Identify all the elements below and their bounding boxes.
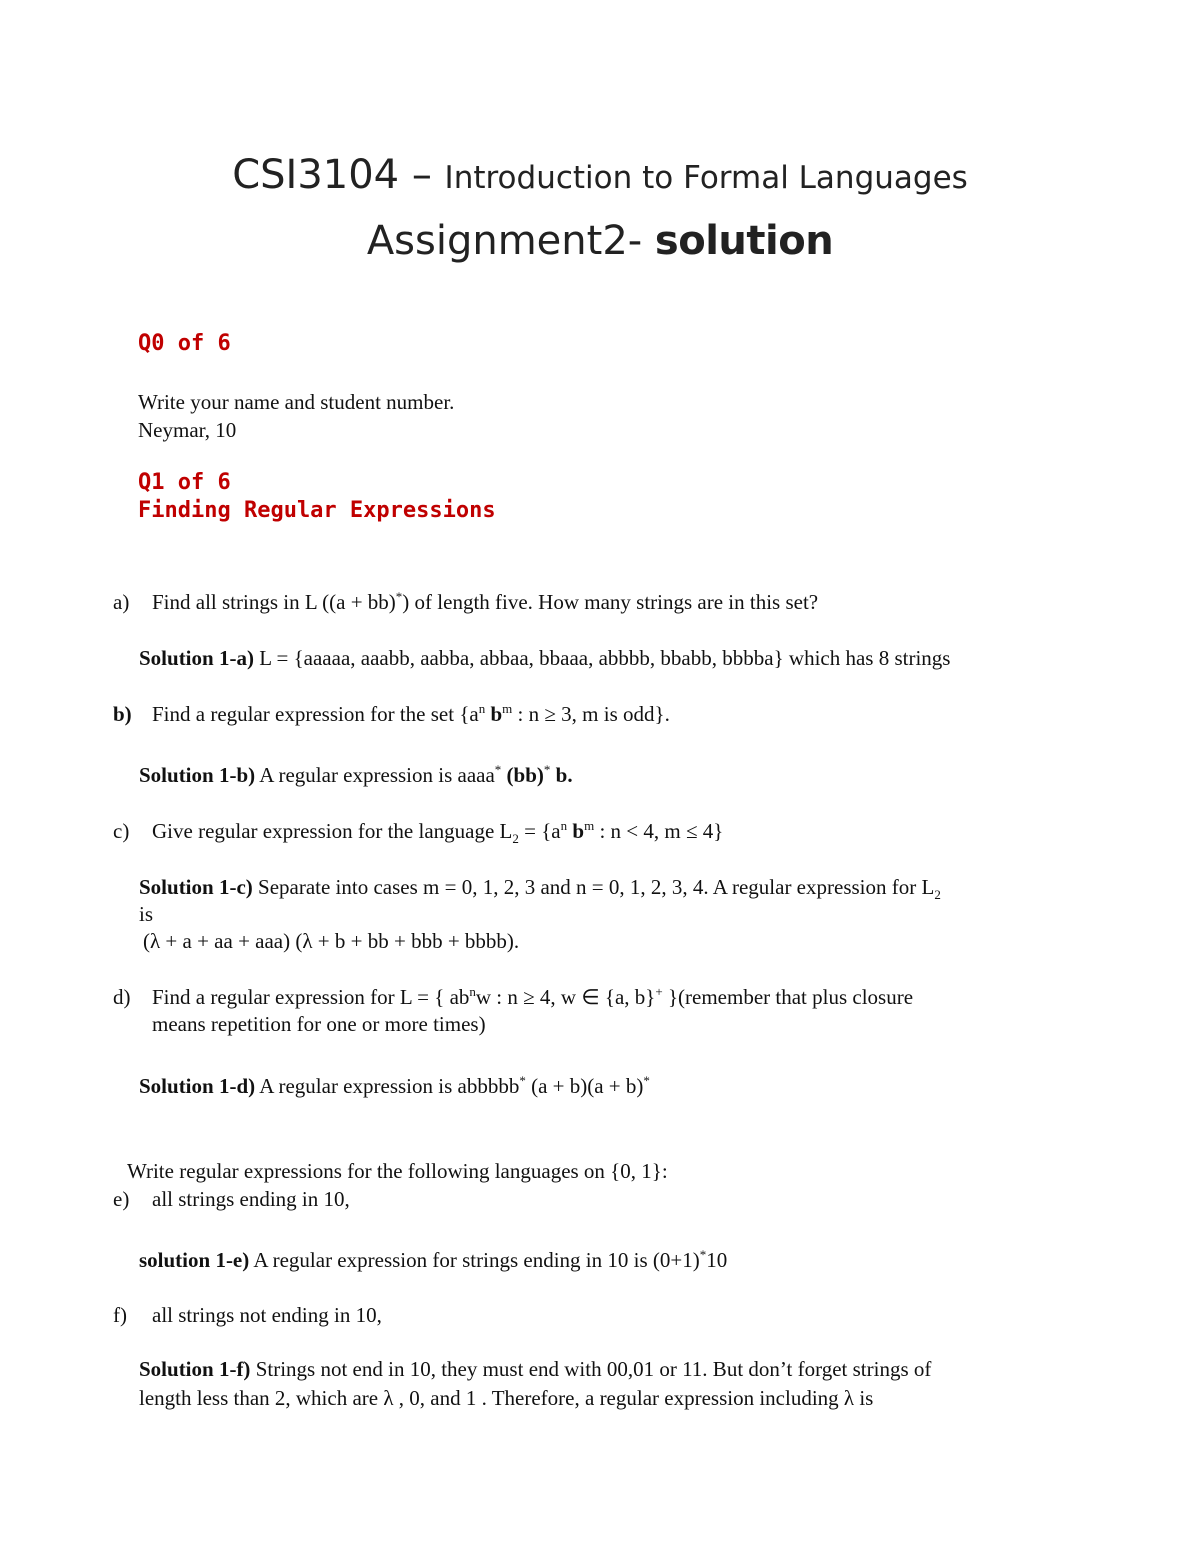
assignment-suffix: solution	[654, 218, 834, 264]
solution-a: Solution 1-a) L = {aaaaa, aaabb, aabba, abbaa, bbaaa, abbbb, bbabb, bbbba} which has 8 strings	[139, 646, 951, 670]
solution-f: Solution 1-f) Strings not end in 10, they must end with 00,01 or 11. But don’t forget strings of	[139, 1357, 932, 1381]
item-d-question-cont: means repetition for one or more times)	[152, 1012, 486, 1036]
item-a-label: a)	[113, 590, 130, 614]
item-e-question: all strings ending in 10,	[152, 1187, 350, 1211]
item-a-question: Find all strings in L ((a + bb)*) of length five. How many strings are in this set?	[152, 589, 819, 614]
item-f-label: f)	[113, 1303, 127, 1327]
q0-prompt: Write your name and student number.	[138, 390, 455, 414]
item-b-label: b)	[113, 702, 132, 726]
q1-heading: Q1 of 6	[138, 470, 231, 495]
q1-subheading: Finding Regular Expressions	[138, 498, 496, 523]
document-title	[0, 152, 1200, 198]
q0-heading: Q0 of 6	[138, 331, 231, 356]
solution-c-is: is	[139, 902, 154, 926]
course-name: Introduction to Formal Languages	[444, 160, 968, 196]
solution-f-cont: length less than 2, which are λ , 0, and 1 . Therefore, a regular expression including λ is	[139, 1386, 874, 1410]
solution-c-expression: (λ + a + aa + aaa) (λ + b + bb + bbb + bbbb).	[143, 929, 520, 953]
solution-e: solution 1-e) A regular expression for strings ending in 10 is (0+1)*10	[139, 1247, 728, 1272]
course-code: CSI3104 –	[232, 152, 445, 198]
assignment-title	[0, 218, 1200, 264]
item-e-label: e)	[113, 1187, 130, 1211]
item-c-question: Give regular expression for the language $L_2 = \{a^n$ $b^m$ : n < 4, m ≤ 4}	[152, 818, 724, 847]
item-c-label: c)	[113, 819, 130, 843]
assignment-prefix: Assignment2-	[366, 218, 655, 264]
item-b-question: Find a regular expression for the set {$a^n$ $b^m$ : n ≥ 3, m is odd}.	[152, 701, 670, 726]
item-d-question: Find a regular expression for L = { $ab^nw$ : n ≥ 4, w ∈ {a, b}+ }(remember that plus closure	[152, 984, 914, 1009]
solution-d: Solution 1-d) A regular expression is abbbbb* (a + b)(a + b)*	[139, 1073, 650, 1098]
item-f-question: all strings not ending in 10,	[152, 1303, 382, 1327]
solution-b: Solution 1-b) A regular expression is aaaa* (bb)* b.	[139, 762, 573, 787]
solution-c: Solution 1-c) Separate into cases m = 0, 1, 2, 3 and n = 0, 1, 2, 3, 4. A regular expression for $L_2$	[139, 875, 941, 903]
item-d-label: d)	[113, 985, 131, 1009]
q0-answer: Neymar, 10	[138, 418, 237, 442]
intro-ef: Write regular expressions for the following languages on {0, 1}:	[127, 1159, 668, 1183]
